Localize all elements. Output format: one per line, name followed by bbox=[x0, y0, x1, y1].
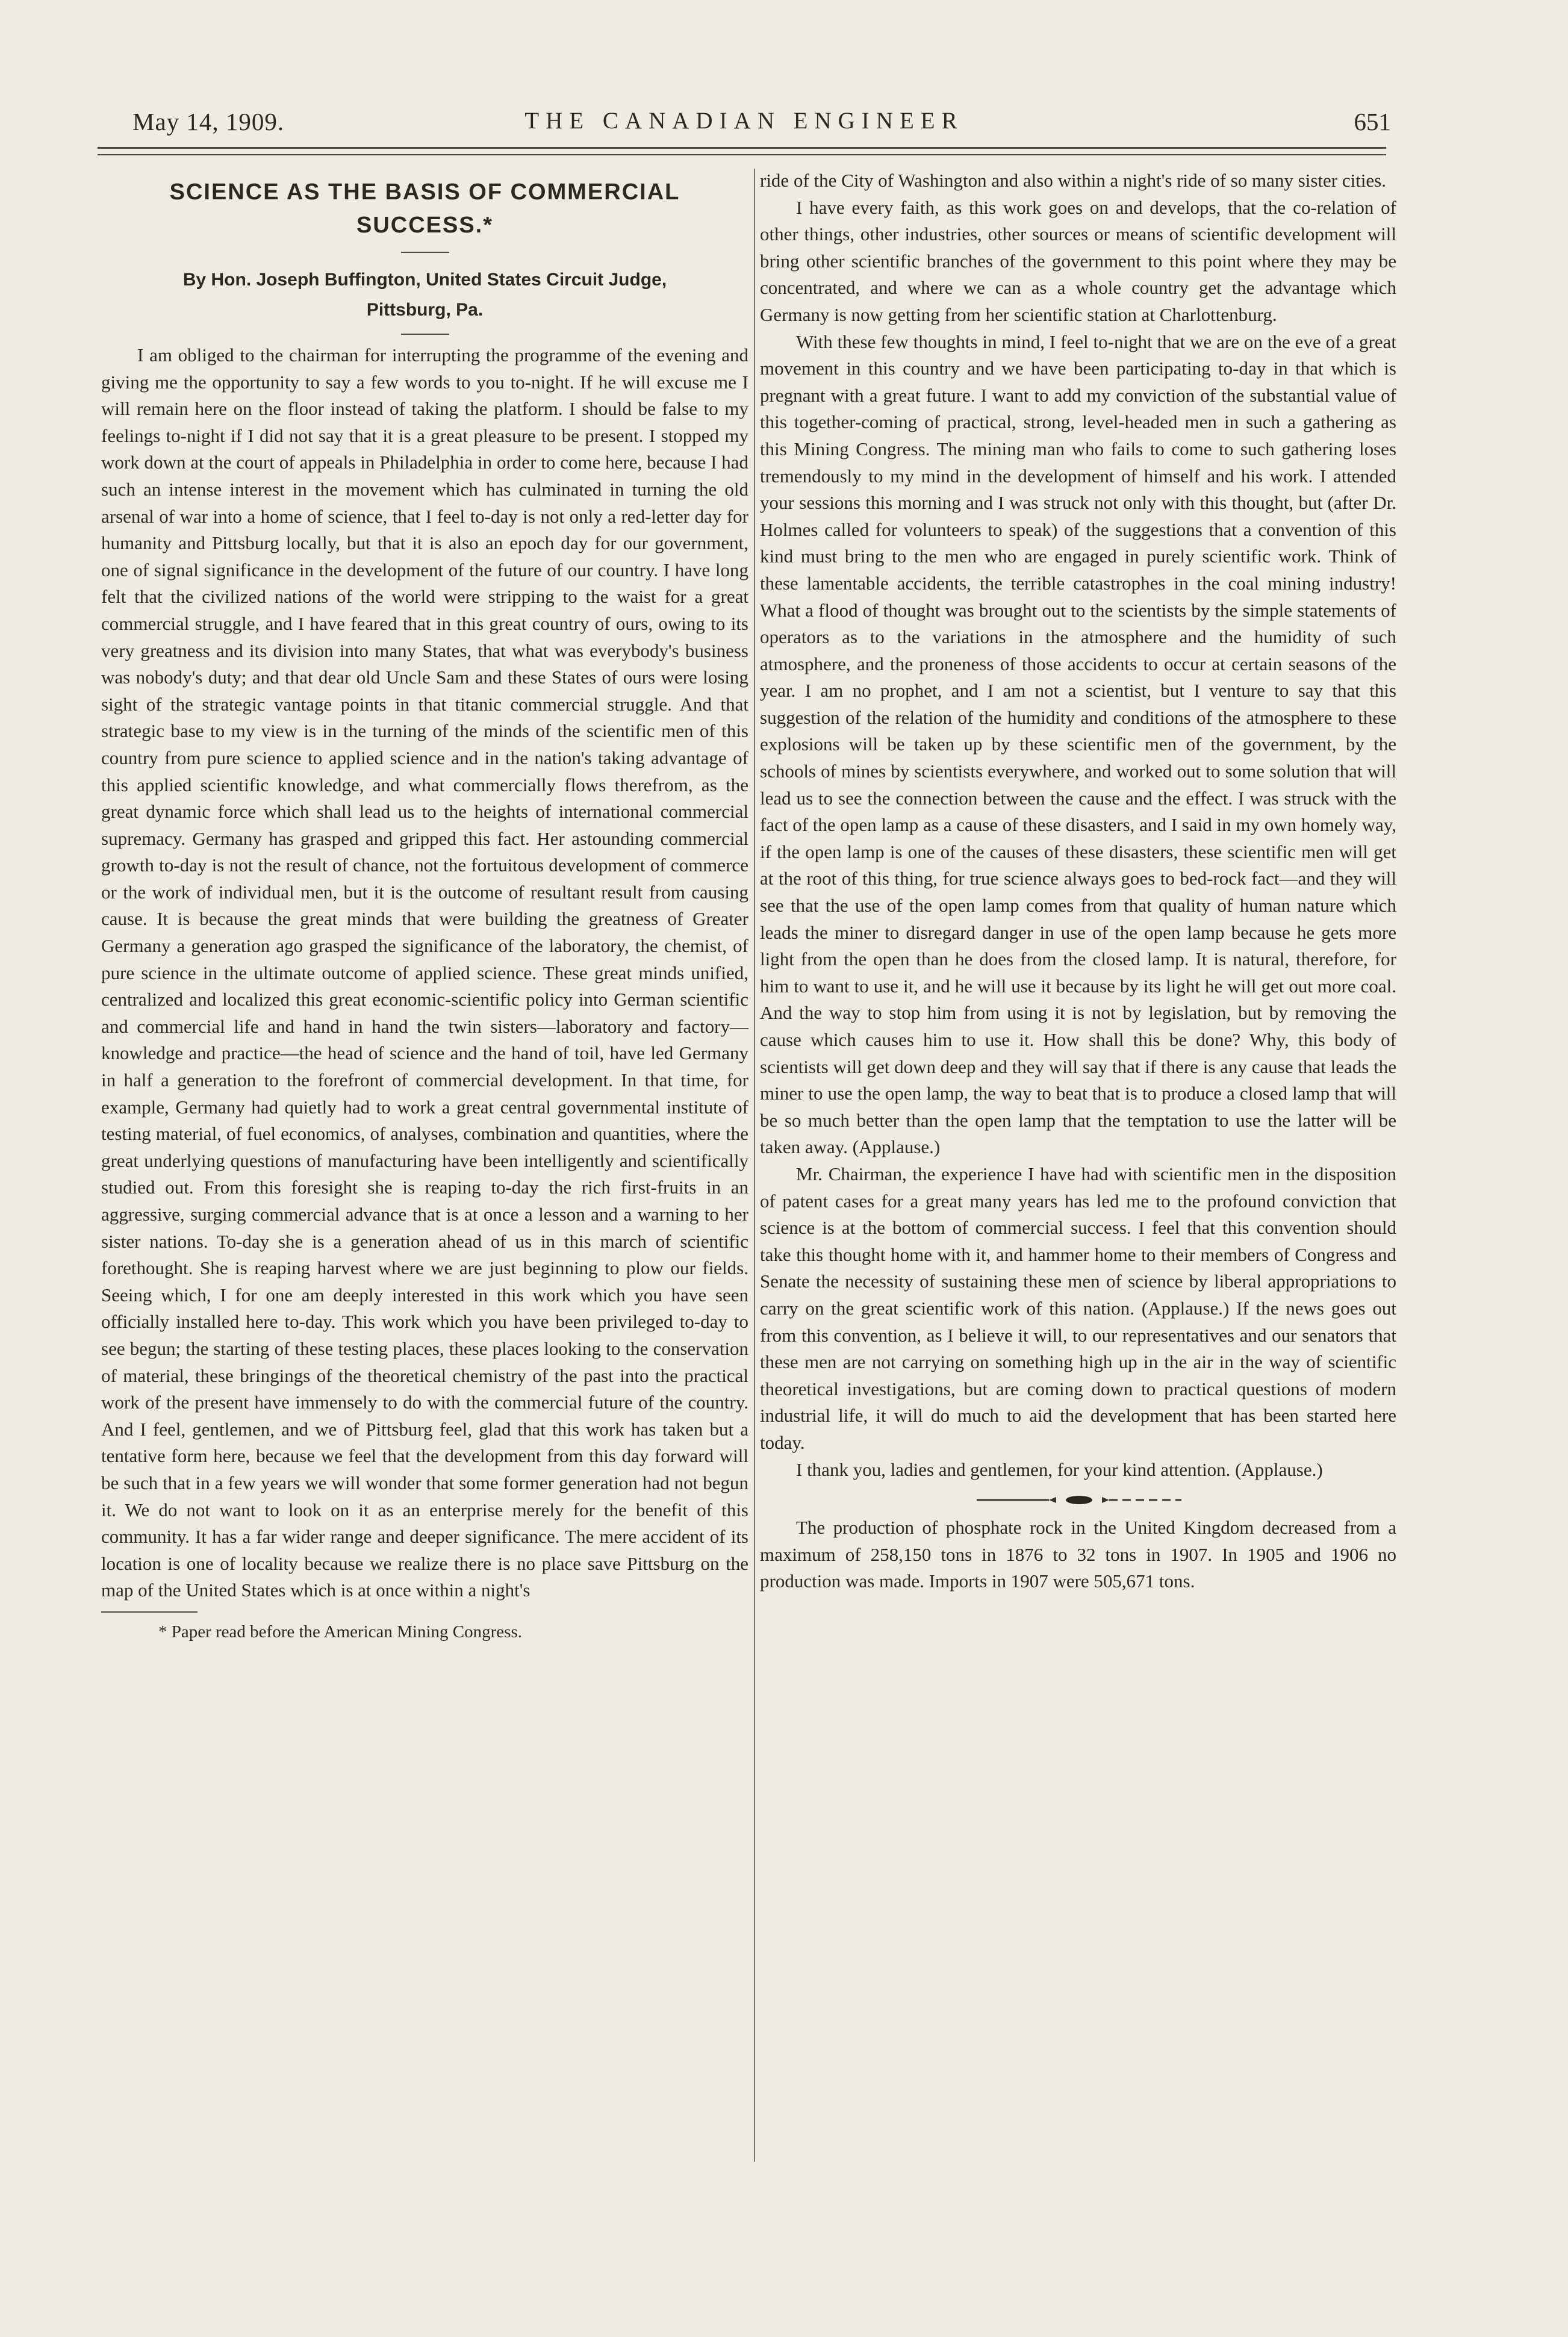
paragraph: I have every faith, as this work goes on and develops, that the co-relation of other things, other industries, other sources or means of scientific development will bring other scientific branches of the government to this point where they may be concentrated, and where we can as a whole country get the advantage which Germany is now getting from her scientific station at Charlottenburg. bbox=[760, 196, 1396, 325]
page-number: 651 bbox=[1354, 108, 1391, 135]
paragraph: With these few thoughts in mind, I feel to-night that we are on the eve of a great movement in this country and we have been participating to-day in that which is pregnant with a great future. I want to add my conviction of the substantial value of this together-coming of practical, strong, level-headed men in such a gathering as this Mining Congress. The mining man who fails to come to such gathering loses tremendously to my mind in the development of himself and his work. I attended your sessions this morning and I was struck not only with this thought, but (after Dr. Holmes called for volunteers to speak) of the suggestions that a convention of this kind must bring to the men who are engaged in purely scientific work. Think of these lamentable accidents, the terrible catastrophes in the coal mining industry! What a flood of thought was brought out to the scientists by the simple statements of operators as to the variations in the atmosphere and the humidity of such atmosphere, and the proneness of those accidents to occur at certain seasons of the year. I am no prophet, and I am not a scientist, but I venture to say that this suggestion of the relation of the humidity and conditions of the atmosphere to these explosions will be taken up by these scientific men of the government, by the schools of mines by scientists everywhere, and worked out to some solution that will lead us to see the connection between the cause and the effect. I was struck with the fact of the open lamp as a cause of these disasters, and I said in my own homely way, if the open lamp is one of the causes of these disasters, these scientific men will get at the root of this thing, for true science always goes to bed-rock fact—and they will see that the use of the open lamp comes from that quality of human nature which leads the miner to disregard danger in use of the open lamp because he gets more light from the open than he does from the closed lamp. It is natural, therefore, for him to want to use it, and he will use it because by its light he will get out more coal. And the way to stop him from using it is not by legislation, but by removing the cause which causes him to use it. How shall this be done? Why, this body of scientists will get down deep and they will say that if there is any cause that leads the miner to use the open lamp, the way to beat that is to produce a closed lamp that will be so much better than the open lamp that the temptation to use the latter will be taken away. (Applause.) bbox=[760, 331, 1396, 1158]
left-column bbox=[101, 167, 748, 1644]
paragraph: Mr. Chairman, the experience I have had with scientific men in the disposition of patent cases for a great many years has led me to the profound conviction that science is at the bottom of commercial success. I feel that this convention should take this thought home with it, and hammer home to their members of Congress and Senate the necessity of sustaining these men of science by liberal appropriations to carry on the great scientific work of this nation. (Applause.) If the news goes out from this convention, as I believe it will, to our representatives and our senators that these men are not carrying on something high up in the air in the way of scientific theoretical investigations, but are coming down to practical questions of modern industrial life, it will do much to aid the development that has been started here today. bbox=[760, 1163, 1396, 1453]
issue-date: May 14, 1909. bbox=[132, 108, 285, 135]
journal-title: THE CANADIAN ENGINEER bbox=[524, 108, 964, 134]
byline-place: Pittsburg, Pa. bbox=[366, 300, 484, 320]
title-rule bbox=[401, 252, 449, 253]
paragraph: I thank you, ladies and gentlemen, for your kind attention. (Applause.) bbox=[796, 1458, 1323, 1480]
right-column bbox=[760, 167, 1396, 1595]
byline-author: By Hon. Joseph Buffington, United States Circuit Judge, bbox=[182, 270, 667, 290]
footnote-rule bbox=[101, 1611, 198, 1613]
column-divider bbox=[754, 169, 755, 2162]
article-body-left bbox=[101, 342, 748, 1604]
header-rule bbox=[98, 147, 1386, 149]
paragraph: I am obliged to the chairman for interrupting the programme of the evening and giving me the opportunity to say a few words to you to-night. If he will excuse me I will remain here on the floor instead of taking the platform. I should be false to my feelings to-night if I did not say that it is a great pleasure to be present. I stopped my work down at the court of appeals in Philadelphia in order to come here, because I had such an intense interest in the movement which has culminated in turning the old arsenal of war into a home of science, that I feel to-day is not only a red-letter day for humanity and Pittsburg locally, but that it is also an epoch day for our government, one of signal significance in the development of the future of our country. I have long felt that the civilized nations of the world were stripping to the waist for a great commercial struggle, and I have feared that in this great country of ours, owing to its very greatness and its division into many States, that what was everybody's business was nobody's duty; and that dear old Uncle Sam and these States of ours were losing sight of the strategic vantage points in that titanic commercial struggle. And that strategic base to my view is in the turning of the minds of the scientific men of this country from pure science to applied science and in the nation's taking advantage of this applied scientific knowledge, and what commercially flows therefrom, as the great dynamic force which shall lead us to the heights of international commercial supremacy. Germany has grasped and gripped this fact. Her astounding commercial growth to-day is not the result of chance, not the fortuitous development of commerce or the work of individual men, but it is the outcome of resultant result from causing cause. It is because the great minds that were building the greatness of Greater Germany a generation ago grasped the significance of the laboratory, the chemist, of pure science in the ultimate outcome of applied science. These great minds unified, centralized and localized this great economic-scientific policy into German scientific and commercial life and hand in hand the twin sisters—laboratory and factory—knowledge and practice—the head of science and the hand of toil, have led Germany in half a generation to the forefront of commercial development. In that time, for example, Germany had quietly had to work a great central governmental institute of testing material, of fuel economics, of analyses, combination and quantities, where the great underlying questions of manufacturing have been intelligently and scientifically studied out. From this foresight she is reaping to-day the rich first-fruits in an aggressive, surging commercial advance that is at once a lesson and a warning to her sister nations. To-day she is a generation ahead of us in this march of scientific forethought. She is reaping harvest where we are just beginning to plow our fields. Seeing which, I for one am deeply interested in this work which you have seen officially installed here to-day. This work which you have been privileged to-day to see begun; the starting of these testing places, these places looking to the conservation of material, these bringings of the theoretical chemistry of the past into the practical work of the present have immensely to do with the commercial future of the country. And I feel, gentlemen, and we of Pittsburg feel, glad that this work has taken but a tentative form here, because we feel that the development from this day forward will be such that in a few years we will wonder that some former generation had not begun it. We do not want to look on it as an enterprise merely for the benefit of this community. It has a far wider range and deeper significance. The mere accident of its location is one of locality because we realize there is no place save Pittsburg on the map of the United States which is at once within a night's bbox=[101, 344, 748, 1601]
news-item bbox=[760, 1514, 1396, 1595]
section-ornament bbox=[977, 1494, 1181, 1506]
byline-rule bbox=[401, 334, 449, 335]
news-paragraph: The production of phosphate rock in the United Kingdom decreased from a maximum of 258,150 tons in 1876 to 32 tons in 1907. In 1905 and 1906 no production was made. Imports in 1907 were 505,671 tons. bbox=[760, 1517, 1396, 1592]
footnote: * Paper read before the American Mining Congress. bbox=[158, 1622, 522, 1642]
running-head bbox=[98, 107, 1391, 149]
byline bbox=[101, 265, 748, 325]
paragraph-continuation: ride of the City of Washington and also within a night's ride of so many sister cities. bbox=[760, 170, 1386, 191]
header-rule-thin bbox=[98, 154, 1386, 155]
article-title: SCIENCE AS THE BASIS OF COMMERCIAL SUCCESS.* bbox=[169, 179, 680, 238]
